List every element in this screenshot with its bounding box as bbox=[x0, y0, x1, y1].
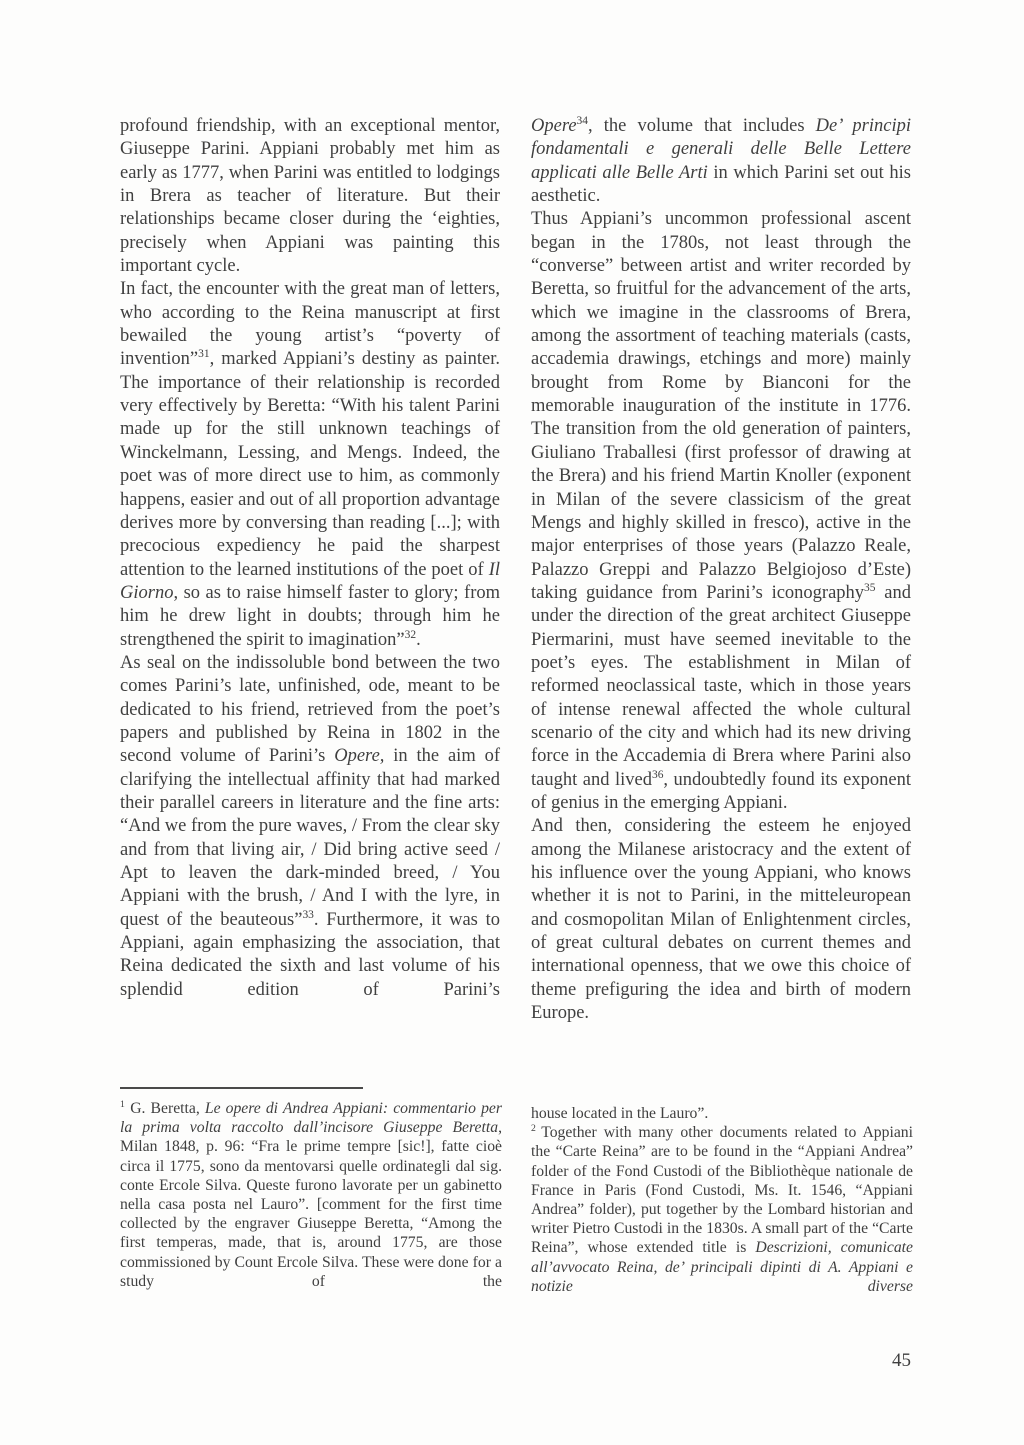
footnote-text: Together with many other documents related to Appiani the “Carte Reina” are to be found in the “Appiani Andrea” folder of the Fond Custodi of the Bibliothèque nationale de France in Paris (Fond Custodi, Ms. It. 1546, “Appiani Andrea” folder), put together by the Lombard historian and writer Pietro Custodi in the 1830s. A small part of the “Carte Reina”, whose extended title is Descrizioni, comunicate all’avvocato Reina, de’ principali dipinti di A. Appiani e notizie diverse bbox=[531, 1124, 913, 1295]
footnote bbox=[120, 1099, 502, 1291]
paragraph: Opere$^{34}$, the volume that includes De’ principi fondamentali e generali delle Belle Lettere applicati alle Belle Arti in which Parini set out his aesthetic. bbox=[531, 114, 911, 207]
footnotes-left-column bbox=[120, 1099, 502, 1291]
footnote-text: G. Beretta, Le opere di Andrea Appiani: commentario per la prima volta raccolto dall’incisore Giuseppe Beretta, Milan 1848, p. 96: “Fra le prime tempre [sic!], fatte cioè circa il 1775, sono da mentovarsi quelle ordinategli dal sig. conte Ercole Silva. Queste furono lavorate per un gabinetto nella casa posta nel Lauro”. [comment for the first time collected by the engraver Giuseppe Beretta, “Among the first temperas, made, that is, around 1775, are those commissioned by Count Ercole Silva. These were done for a study of the bbox=[120, 1100, 502, 1290]
footnote-marker: 2 bbox=[531, 1122, 536, 1134]
footnote-marker: 1 bbox=[120, 1098, 125, 1110]
paragraph: In fact, the encounter with the great man of letters, who according to the Reina manuscript at first bewailed the young artist’s “poverty of invention”$^{31}$, marked Appiani’s destiny as painter. The importance of their relationship is recorded very effectively by Beretta: “With his talent Parini made up for the still unknown teachings of Winckelmann, Lessing, and Mengs. Indeed, the poet was of more direct use to him, as commonly happens, easier and out of all proportion advantage derives more by conversing than reading [...]; with precocious expediency he paid the sharpest attention to the learned institutions of the poet of Il Giorno, so as to raise himself faster to glory; from him he drew light in doubts; through him he strengthened the spirit to imagination”$^{32}$. bbox=[120, 279, 500, 650]
main-text-left-column bbox=[120, 115, 500, 1002]
paragraph: As seal on the indissoluble bond between the two comes Parini’s late, unfinished, ode, meant to be dedicated to his friend, retrieved from the poet’s papers and published by Reina in 1802 in the second volume of Parini’s Opere, in the aim of clarifying the intellectual affinity that had marked their parallel careers in literature and the fine arts: “And we from the pure waves, / From the clear sky and from that living air, / Did bring active seed / Apt to leaven the dark-minded breed, / You Appiani with the brush, / And I with the lyre, in quest of the beauteous”$^{33}$. Furthermore, it was to Appiani, again emphasizing the association, that Reina dedicated the sixth and last volume of his splendid edition of Parini’s bbox=[120, 652, 500, 1000]
footnote-text: house located in the Lauro”. bbox=[531, 1105, 709, 1122]
footnotes-right-column bbox=[531, 1104, 913, 1296]
paragraph: And then, considering the esteem he enjoyed among the Milanese aristocracy and the extent of his influence over the young Appiani, who knows whether it is not to Parini, in the mitteleuropean and cosmopolitan Milan of Enlightenment circles, of great cultural debates on current themes and international openness, that we owe this choice of theme prefiguring the idea and birth of modern Europe. bbox=[531, 816, 911, 1024]
page-number: 45 bbox=[892, 1350, 911, 1371]
paragraph: Thus Appiani’s uncommon professional ascent began in the 1780s, not least through the “converse” between artist and writer recorded by Beretta, so fruitful for the advancement of the arts, which we imagine in the classrooms of Brera, among the assortment of teaching materials (casts, accademia drawings, etchings and more) mainly brought from Rome by Bianconi for the memorable inauguration of the institute in 1776. The transition from the old generation of painters, Giuliano Traballesi (first professor of drawing at the Brera) and his friend Martin Knoller (exponent in Milan of the severe classicism of the great Mengs and highly skilled in fresco), active in the major enterprises of those years (Palazzo Reale, Palazzo Greppi and Palazzo Belgiojoso d’Este) taking guidance from Parini’s iconography$^{35}$ and under the direction of the great architect Giuseppe Piermarini, must have seemed inevitable to the poet’s eyes. The establishment in Milan of reformed neoclassical taste, which in those years of intense renewal affected the whole cultural scenario of the city and which had its new driving force in the Accademia di Brera where Parini also taught and lived$^{36}$, undoubtedly found its exponent of genius in the emerging Appiani. bbox=[531, 209, 911, 813]
footnote-continuation bbox=[531, 1104, 913, 1123]
main-text-right-column bbox=[531, 115, 911, 1025]
footnote-divider-rule bbox=[120, 1087, 363, 1089]
footnote bbox=[531, 1123, 913, 1296]
paragraph: profound friendship, with an exceptional mentor, Giuseppe Parini. Appiani probably met him as early as 1777, when Parini was entitled to lodgings in Brera as teacher of literature. But their relationships became closer during the ‘eighties, precisely when Appiani was painting this important cycle. bbox=[120, 116, 500, 277]
